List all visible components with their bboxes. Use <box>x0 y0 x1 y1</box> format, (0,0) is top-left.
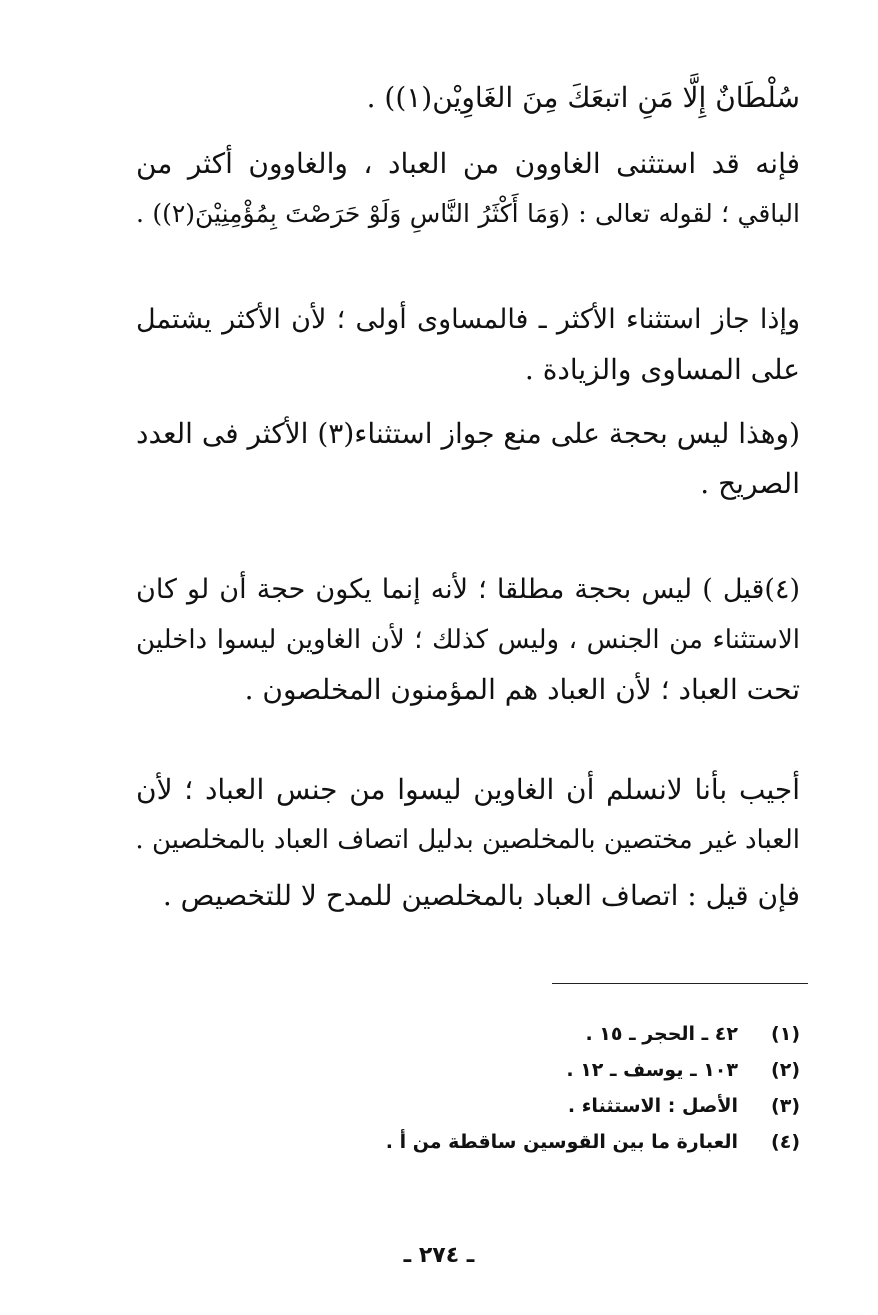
text-line-8: (٤)قيل ) ليس بحجة مطلقا ؛ لأنه إنما يكون حجة أن لو كان <box>136 574 800 605</box>
footnote-number: (٢) <box>771 1059 800 1081</box>
footnote-1 <box>585 1020 800 1048</box>
text-line-4: وإذا جاز استثناء الأكثر ـ فالمساوى أولى ؛ لأن الأكثر يشتمل <box>136 304 800 335</box>
text-line-5: على المساوى والزيادة . <box>524 353 800 386</box>
footnote-2 <box>566 1056 800 1084</box>
footnote-text: ٤٢ ـ الحجر ـ ١٥ . <box>585 1023 738 1045</box>
footnote-3 <box>568 1092 800 1120</box>
text-line-10: تحت العباد ؛ لأن العباد هم المؤمنون المخلصون . <box>244 673 800 706</box>
text-line-1: سُلْطَانٌ إِلَّا مَنِ اتبعَكَ مِنَ الغَاوِيْن(١)) . <box>366 81 800 114</box>
footnote-text: العبارة ما بين القوسين ساقطة من أ . <box>385 1131 738 1153</box>
text-line-12: العباد غير مختصين بالمخلصين بدليل اتصاف العباد بالمخلصين . <box>135 825 800 855</box>
footnote-number: (١) <box>771 1023 800 1045</box>
text-line-9: الاستثناء من الجنس ، وليس كذلك ؛ لأن الغاوين ليسوا داخلين <box>136 625 800 655</box>
footnote-4 <box>386 1128 800 1156</box>
page-number: ـ ٢٧٤ ـ <box>403 1243 475 1268</box>
text-line-11: أجيب بأنا لانسلم أن الغاوين ليسوا من جنس العباد ؛ لأن <box>136 773 800 806</box>
footnote-text: ١٠٣ ـ يوسف ـ ١٢ . <box>566 1059 738 1081</box>
footnote-number: (٣) <box>771 1095 800 1117</box>
footnote-number: (٤) <box>771 1131 800 1153</box>
text-line-6: (وهذا ليس بحجة على منع جواز استثناء(٣) الأكثر فى العدد <box>135 417 800 450</box>
text-line-7: الصريح . <box>700 467 800 500</box>
text-line-2: فإنه قد استثنى الغاوون من العباد ، والغاوون أكثر من <box>136 147 800 180</box>
footnote-text: الأصل : الاستثناء . <box>567 1095 738 1117</box>
text-line-3: الباقي ؛ لقوله تعالى : (وَمَا أَكْثَرُ النَّاسِ وَلَوْ حَرَصْتَ بِمُؤْمِنِيْنَ(٢)) . <box>136 199 800 228</box>
footnote-separator <box>552 983 808 984</box>
text-line-13: فإن قيل : اتصاف العباد بالمخلصين للمدح لا للتخصيص . <box>162 879 800 912</box>
